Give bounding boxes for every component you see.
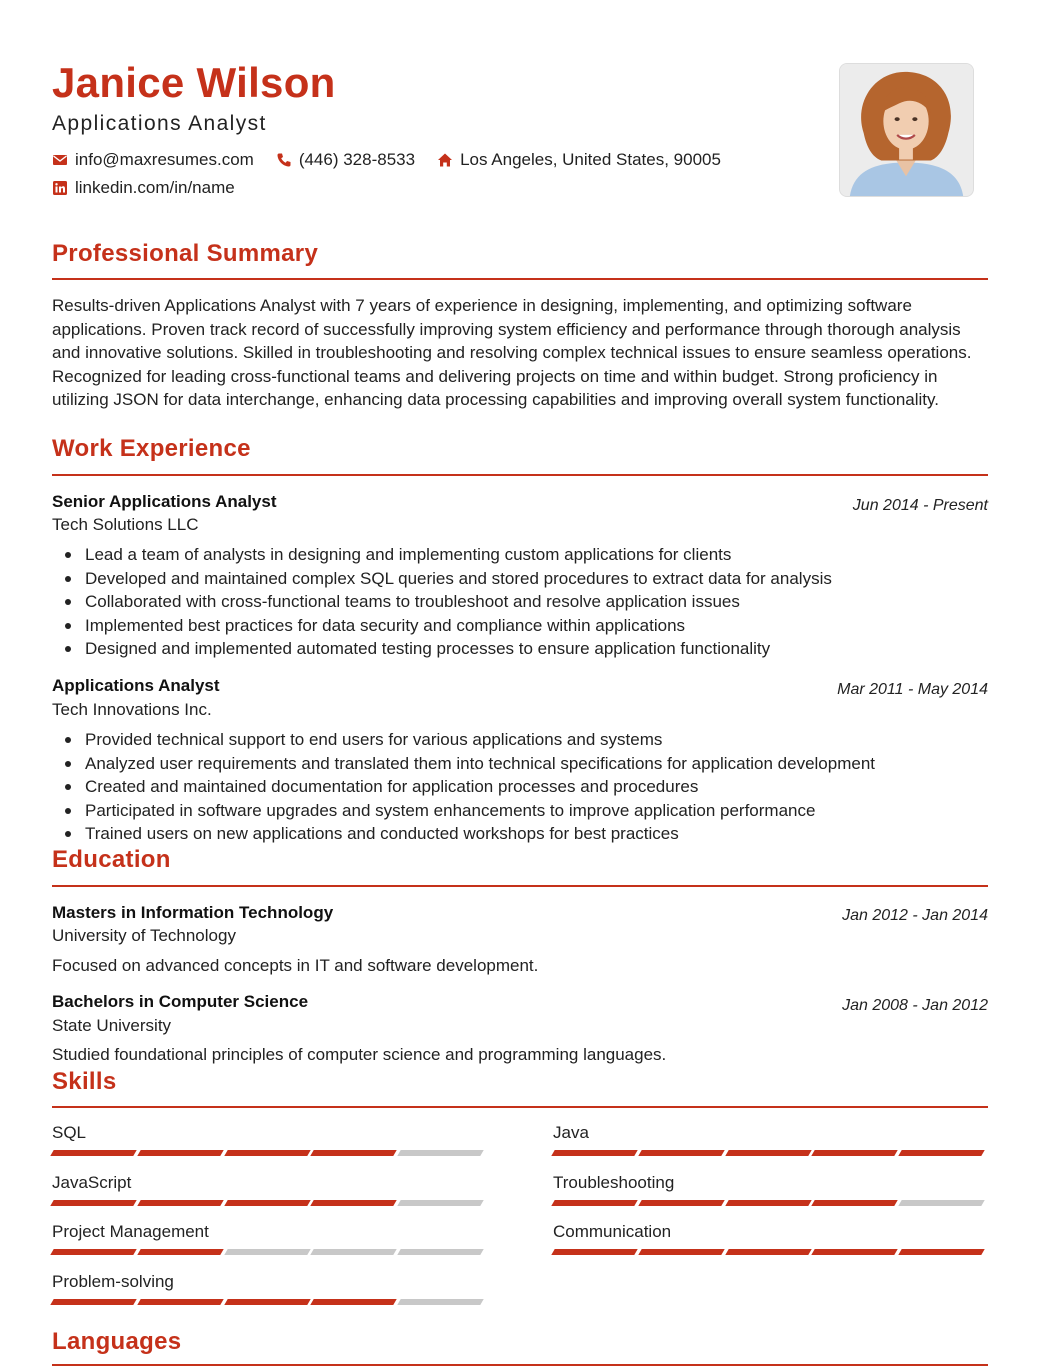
section-divider	[52, 1106, 988, 1108]
skill-segment-filled	[311, 1150, 398, 1156]
list-item: Lead a team of analysts in designing and implementing custom applications for clients	[52, 543, 988, 567]
skill-name: Communication	[553, 1222, 672, 1241]
skill-segment-filled	[551, 1150, 638, 1156]
section-divider	[52, 885, 988, 887]
skill-segment-filled	[50, 1150, 137, 1156]
skill-segment-empty	[397, 1299, 484, 1305]
contact-row-2	[52, 177, 257, 199]
skill-level-bar	[553, 1249, 987, 1255]
section-divider	[52, 278, 988, 280]
skill-level-bar	[52, 1150, 486, 1156]
job-date: Mar 2011 - May 2014	[837, 681, 988, 698]
job-bullets	[52, 543, 988, 661]
contact-linkedin[interactable]	[52, 177, 235, 199]
section-title-summary: Professional Summary	[52, 240, 319, 267]
skill-segment-empty	[397, 1200, 484, 1206]
skill-item	[553, 1172, 987, 1194]
skill-segment-filled	[638, 1200, 725, 1206]
skill-segment-filled	[638, 1249, 725, 1255]
skill-name: Java	[553, 1123, 589, 1142]
skill-segment-filled	[311, 1299, 398, 1305]
phone-icon	[276, 152, 292, 168]
skill-segment-filled	[50, 1299, 137, 1305]
list-item: Provided technical support to end users for various applications and systems	[52, 728, 988, 752]
skill-segment-filled	[725, 1150, 812, 1156]
skill-segment-empty	[397, 1249, 484, 1255]
resume-page	[52, 0, 988, 1372]
section-title-education: Education	[52, 846, 171, 873]
skill-item	[553, 1221, 987, 1243]
list-item: Participated in software upgrades and system enhancements to improve application performance	[52, 799, 988, 823]
list-item: Created and maintained documentation for application processes and procedures	[52, 775, 988, 799]
list-item: Designed and implemented automated testing processes to ensure application functionality	[52, 637, 988, 661]
linkedin-icon	[52, 180, 68, 196]
email-text: info@maxresumes.com	[75, 150, 254, 169]
job-title: Senior Applications Analyst	[52, 492, 277, 511]
section-title-languages: Languages	[52, 1328, 182, 1355]
list-item: Implemented best practices for data security and compliance within applications	[52, 614, 988, 638]
skill-segment-filled	[725, 1249, 812, 1255]
education-description: Studied foundational principles of computer science and programming languages.	[52, 1045, 667, 1064]
education-degree: Masters in Information Technology	[52, 903, 334, 922]
skill-segment-filled	[551, 1200, 638, 1206]
skill-name: SQL	[52, 1123, 87, 1142]
home-icon	[437, 152, 453, 168]
skill-level-bar	[553, 1150, 987, 1156]
skill-item	[553, 1122, 987, 1144]
skill-segment-filled	[137, 1200, 224, 1206]
contact-phone[interactable]	[276, 149, 415, 171]
skill-name: Project Management	[52, 1222, 209, 1241]
skill-segment-filled	[812, 1249, 899, 1255]
job-company: Tech Solutions LLC	[52, 515, 199, 534]
skill-segment-filled	[551, 1249, 638, 1255]
skill-segment-filled	[311, 1200, 398, 1206]
education-date: Jan 2008 - Jan 2012	[842, 997, 988, 1014]
job-company: Tech Innovations Inc.	[52, 700, 212, 719]
list-item: Analyzed user requirements and translated them into technical specifications for application development	[52, 752, 988, 776]
section-title-skills: Skills	[52, 1068, 117, 1095]
contact-row	[52, 149, 743, 171]
skill-item	[52, 1172, 486, 1194]
skill-item	[52, 1271, 486, 1293]
skill-item	[52, 1122, 486, 1144]
contact-location	[437, 149, 721, 171]
candidate-name: Janice Wilson	[52, 59, 336, 106]
contact-email[interactable]	[52, 149, 254, 171]
skill-segment-filled	[50, 1249, 137, 1255]
list-item: Developed and maintained complex SQL queries and stored procedures to extract data for analysis	[52, 567, 988, 591]
skill-segment-filled	[812, 1200, 899, 1206]
skill-segment-filled	[137, 1299, 224, 1305]
skill-segment-filled	[898, 1249, 985, 1255]
envelope-icon	[52, 152, 68, 168]
skill-segment-filled	[725, 1200, 812, 1206]
skill-item	[52, 1221, 486, 1243]
skill-segment-filled	[50, 1200, 137, 1206]
skill-level-bar	[52, 1299, 486, 1305]
skill-level-bar	[52, 1200, 486, 1206]
section-divider	[52, 474, 988, 476]
education-school: University of Technology	[52, 926, 236, 945]
profile-photo	[839, 63, 974, 197]
job-bullets	[52, 728, 988, 846]
skill-segment-filled	[898, 1150, 985, 1156]
skill-segment-filled	[224, 1150, 311, 1156]
location-text: Los Angeles, United States, 90005	[460, 150, 721, 169]
summary-text: Results-driven Applications Analyst with 7 years of experience in designing, implementing, and optimizing software applications. Proven track record of successfully improving system efficiency and performance through thorough analysis and innovative solutions. Skilled in troubleshooting and resolving complex technical issues to ensure seamless operations. Recognized for leading cross-functional teams and delivering projects on time and within budget. Strong proficiency in utilizing JSON for data interchange, enhancing data processing capabilities and improving overall system functionality.	[52, 296, 972, 410]
section-title-experience: Work Experience	[52, 435, 251, 462]
skill-segment-empty	[397, 1150, 484, 1156]
education-date: Jan 2012 - Jan 2014	[842, 907, 988, 924]
skill-level-bar	[52, 1249, 486, 1255]
job-title: Applications Analyst	[52, 676, 220, 695]
skill-segment-filled	[638, 1150, 725, 1156]
resume-header	[52, 0, 988, 220]
skill-segment-filled	[137, 1150, 224, 1156]
job-date: Jun 2014 - Present	[852, 497, 988, 514]
section-divider	[52, 1364, 988, 1366]
skill-segment-filled	[224, 1200, 311, 1206]
skill-segment-filled	[137, 1249, 224, 1255]
skill-name: Problem-solving	[52, 1272, 174, 1291]
list-item: Trained users on new applications and conducted workshops for best practices	[52, 822, 988, 846]
linkedin-text: linkedin.com/in/name	[75, 178, 235, 197]
education-degree: Bachelors in Computer Science	[52, 992, 309, 1011]
skill-segment-filled	[812, 1150, 899, 1156]
skill-segment-empty	[898, 1200, 985, 1206]
skill-segment-empty	[224, 1249, 311, 1255]
skill-name: JavaScript	[52, 1173, 132, 1192]
skill-level-bar	[553, 1200, 987, 1206]
list-item: Collaborated with cross-functional teams to troubleshoot and resolve application issues	[52, 590, 988, 614]
skill-name: Troubleshooting	[553, 1173, 675, 1192]
education-description: Focused on advanced concepts in IT and software development.	[52, 956, 539, 975]
candidate-title: Applications Analyst	[52, 112, 267, 135]
skill-segment-filled	[224, 1299, 311, 1305]
skill-segment-empty	[311, 1249, 398, 1255]
phone-text: (446) 328-8533	[298, 150, 416, 169]
education-school: State University	[52, 1016, 172, 1035]
